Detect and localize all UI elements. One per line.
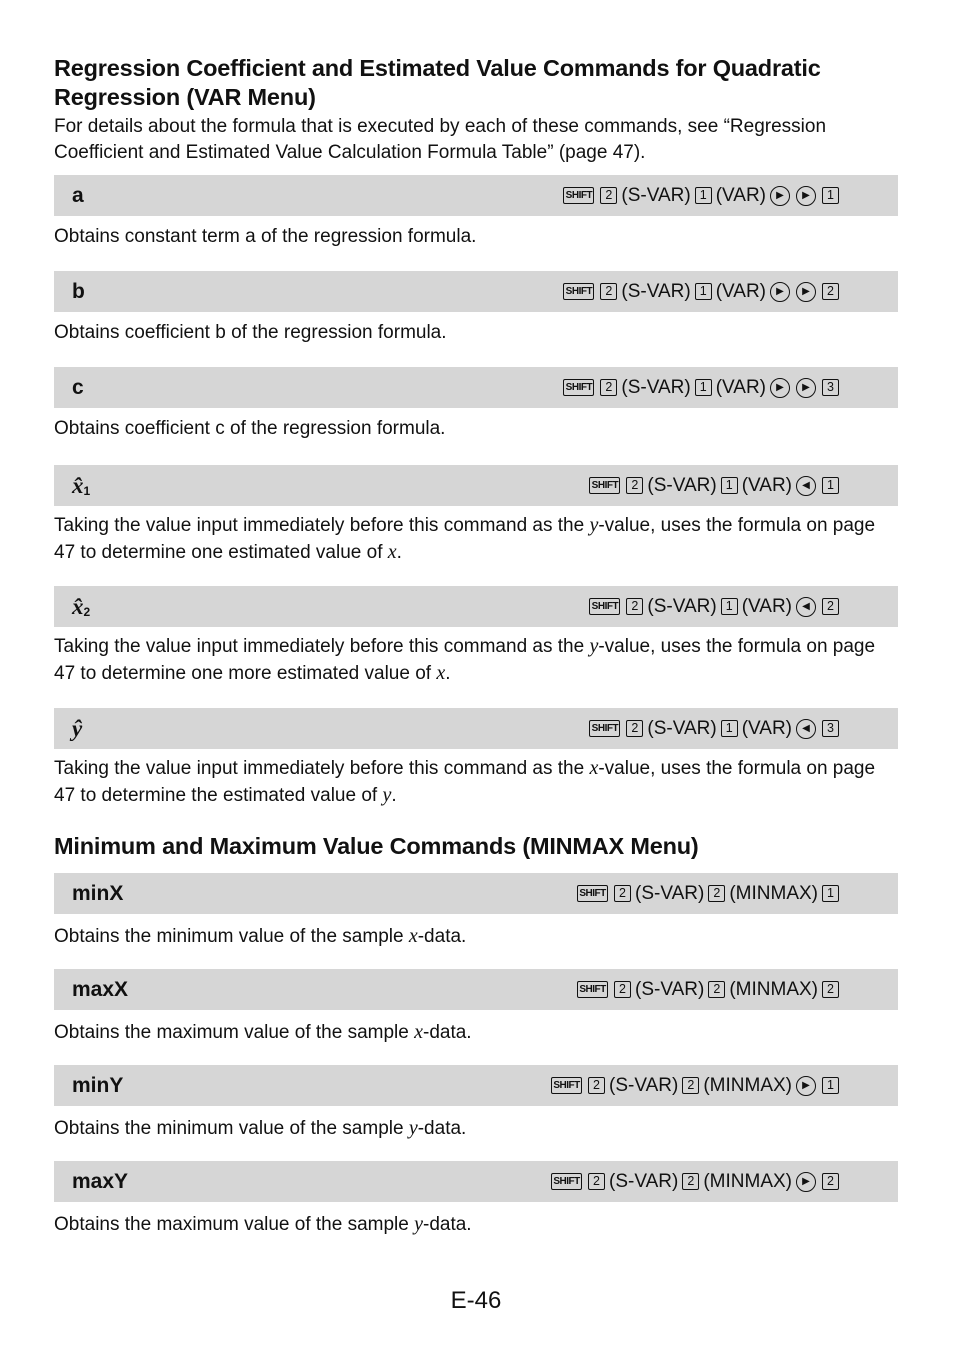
key-1-icon: 1 <box>695 283 712 300</box>
desc-text: -data. <box>423 1214 472 1235</box>
key-label: (S-VAR) <box>647 474 717 496</box>
command-name: a <box>72 183 84 207</box>
key-2-icon: 2 <box>588 1077 605 1094</box>
key-2-icon: 2 <box>708 981 725 998</box>
right-arrow-key-icon: ▶ <box>796 1076 816 1096</box>
desc-text: Taking the value input immediately before this command as the <box>54 758 590 779</box>
section-1-title: Regression Coefficient and Estimated Value Commands for Quadratic Regression (VAR Menu) <box>54 55 821 110</box>
command-description: Obtains constant term a of the regression formula. <box>54 226 477 247</box>
command-name: maxY <box>72 1169 129 1193</box>
command-subscript: 1 <box>83 483 91 498</box>
key-3-icon: 3 <box>822 720 839 737</box>
command-name: maxX <box>72 977 129 1001</box>
key-1-icon: 1 <box>822 885 839 902</box>
key-2-icon: 2 <box>682 1173 699 1190</box>
right-arrow-key-icon: ▶ <box>770 186 790 206</box>
key-2-icon: 2 <box>822 1173 839 1190</box>
section-1 <box>54 54 898 166</box>
shift-key-icon: SHIFT <box>563 379 594 396</box>
right-arrow-key-icon: ▶ <box>796 186 816 206</box>
key-label: (VAR) <box>715 280 766 302</box>
command-description <box>54 1019 898 1046</box>
key-label: (S-VAR) <box>647 717 717 739</box>
desc-text: Obtains the minimum value of the sample <box>54 926 409 947</box>
key-1-icon: 1 <box>721 720 738 737</box>
shift-key-icon: SHIFT <box>589 598 620 615</box>
desc-text: Obtains the minimum value of the sample <box>54 1118 409 1139</box>
command-bar-minx <box>54 873 898 914</box>
key-label: (S-VAR) <box>621 184 691 206</box>
key-2-icon: 2 <box>822 598 839 615</box>
key-1-icon: 1 <box>822 477 839 494</box>
key-label: (VAR) <box>715 184 766 206</box>
shift-key-icon: SHIFT <box>589 720 620 737</box>
key-label: (S-VAR) <box>621 376 691 398</box>
desc-text: -data. <box>417 1118 467 1139</box>
left-arrow-key-icon: ◀ <box>796 597 816 617</box>
shift-key-icon: SHIFT <box>577 981 608 998</box>
key-sequence <box>574 883 842 905</box>
command-name: minX <box>72 881 124 905</box>
key-label: (MINMAX) <box>703 1170 792 1192</box>
command-name <box>72 473 90 499</box>
shift-key-icon: SHIFT <box>551 1077 582 1094</box>
key-2-icon: 2 <box>600 379 617 396</box>
command-bar-b <box>54 271 898 312</box>
desc-text: . <box>445 663 451 684</box>
key-1-icon: 1 <box>721 598 738 615</box>
desc-variable: y <box>589 635 599 657</box>
command-description <box>54 1115 898 1142</box>
section-2-title: Minimum and Maximum Value Commands (MINMAX Menu) <box>54 833 699 859</box>
key-2-icon: 2 <box>682 1077 699 1094</box>
key-label: (S-VAR) <box>635 882 705 904</box>
key-sequence <box>548 1075 842 1097</box>
command-name: ŷ <box>72 715 83 741</box>
key-label: (S-VAR) <box>647 595 717 617</box>
key-label: (VAR) <box>741 474 792 496</box>
shift-key-icon: SHIFT <box>577 885 608 902</box>
command-description <box>54 923 898 950</box>
desc-text: Taking the value input immediately before this command as the <box>54 515 590 536</box>
key-1-icon: 1 <box>721 477 738 494</box>
command-bar-c <box>54 367 898 408</box>
command-description <box>54 1211 898 1238</box>
desc-variable: x <box>436 662 446 684</box>
key-label: (VAR) <box>741 595 792 617</box>
command-symbol: x̂ <box>72 593 84 619</box>
command-name: b <box>72 279 85 303</box>
left-arrow-key-icon: ◀ <box>796 719 816 739</box>
key-label: (VAR) <box>715 376 766 398</box>
command-bar-x-hat-1 <box>54 465 898 506</box>
key-label: (MINMAX) <box>729 978 818 1000</box>
desc-variable: y <box>408 1117 418 1139</box>
key-1-icon: 1 <box>822 187 839 204</box>
desc-text: -value, uses the formula on page 47 to determine one estimated value of <box>54 515 876 563</box>
key-3-icon: 3 <box>822 379 839 396</box>
command-description <box>54 512 898 566</box>
key-2-icon: 2 <box>626 598 643 615</box>
desc-variable: x <box>589 757 599 779</box>
key-1-icon: 1 <box>822 1077 839 1094</box>
key-2-icon: 2 <box>588 1173 605 1190</box>
section-1-intro: For details about the formula that is executed by each of these commands, see “Regression Coefficient and Estimated Value Calculation Formula Table” (page 47). <box>54 116 827 163</box>
right-arrow-key-icon: ▶ <box>770 378 790 398</box>
key-label: (MINMAX) <box>703 1074 792 1096</box>
command-name <box>72 594 90 620</box>
key-label: (MINMAX) <box>729 882 818 904</box>
key-sequence <box>574 979 842 1001</box>
key-label: (S-VAR) <box>609 1074 679 1096</box>
right-arrow-key-icon: ▶ <box>796 378 816 398</box>
key-2-icon: 2 <box>600 283 617 300</box>
shift-key-icon: SHIFT <box>551 1173 582 1190</box>
desc-variable: y <box>589 514 599 536</box>
command-name: minY <box>72 1073 124 1097</box>
shift-key-icon: SHIFT <box>563 187 594 204</box>
key-sequence <box>586 718 842 740</box>
left-arrow-key-icon: ◀ <box>796 476 816 496</box>
command-subscript: 2 <box>83 604 91 619</box>
key-label: (S-VAR) <box>609 1170 679 1192</box>
command-symbol: x̂ <box>72 472 84 498</box>
key-label: (S-VAR) <box>635 978 705 1000</box>
desc-variable: x <box>414 1021 423 1043</box>
key-label: (S-VAR) <box>621 280 691 302</box>
key-1-icon: 1 <box>695 187 712 204</box>
command-bar-maxx <box>54 969 898 1010</box>
key-sequence <box>586 596 842 618</box>
key-2-icon: 2 <box>708 885 725 902</box>
desc-text: -data. <box>417 926 467 947</box>
command-bar-y-hat <box>54 708 898 749</box>
key-label: (VAR) <box>741 717 792 739</box>
command-bar-a <box>54 175 898 216</box>
desc-variable: y <box>382 784 392 806</box>
desc-variable: x <box>387 541 397 563</box>
key-2-icon: 2 <box>822 283 839 300</box>
desc-text: . <box>396 542 402 563</box>
command-name: c <box>72 375 84 399</box>
key-sequence <box>548 1171 842 1193</box>
key-2-icon: 2 <box>822 981 839 998</box>
key-2-icon: 2 <box>626 477 643 494</box>
command-bar-x-hat-2 <box>54 586 898 627</box>
desc-text: -value, uses the formula on page 47 to determine the estimated value of <box>54 758 876 806</box>
right-arrow-key-icon: ▶ <box>796 1172 816 1192</box>
desc-variable: y <box>414 1213 423 1235</box>
key-sequence <box>560 281 842 303</box>
desc-text: -data. <box>423 1022 472 1043</box>
key-2-icon: 2 <box>614 981 631 998</box>
command-description: Obtains coefficient c of the regression formula. <box>54 418 446 439</box>
desc-text: Obtains the maximum value of the sample <box>54 1214 415 1235</box>
command-description: Obtains coefficient b of the regression formula. <box>54 322 447 343</box>
key-sequence <box>560 185 842 207</box>
key-sequence <box>586 475 842 497</box>
command-description <box>54 755 898 809</box>
key-2-icon: 2 <box>600 187 617 204</box>
command-bar-miny <box>54 1065 898 1106</box>
right-arrow-key-icon: ▶ <box>796 282 816 302</box>
shift-key-icon: SHIFT <box>563 283 594 300</box>
key-1-icon: 1 <box>695 379 712 396</box>
key-2-icon: 2 <box>614 885 631 902</box>
shift-key-icon: SHIFT <box>589 477 620 494</box>
command-bar-maxy <box>54 1161 898 1202</box>
key-sequence <box>560 377 842 399</box>
desc-variable: x <box>408 925 418 947</box>
desc-text: Taking the value input immediately before this command as the <box>54 636 590 657</box>
right-arrow-key-icon: ▶ <box>770 282 790 302</box>
desc-text: . <box>391 785 397 806</box>
desc-text: -value, uses the formula on page 47 to determine one more estimated value of <box>54 636 876 684</box>
page-number: E-46 <box>450 1287 502 1314</box>
desc-text: Obtains the maximum value of the sample <box>54 1022 415 1043</box>
command-description <box>54 633 898 687</box>
key-2-icon: 2 <box>626 720 643 737</box>
